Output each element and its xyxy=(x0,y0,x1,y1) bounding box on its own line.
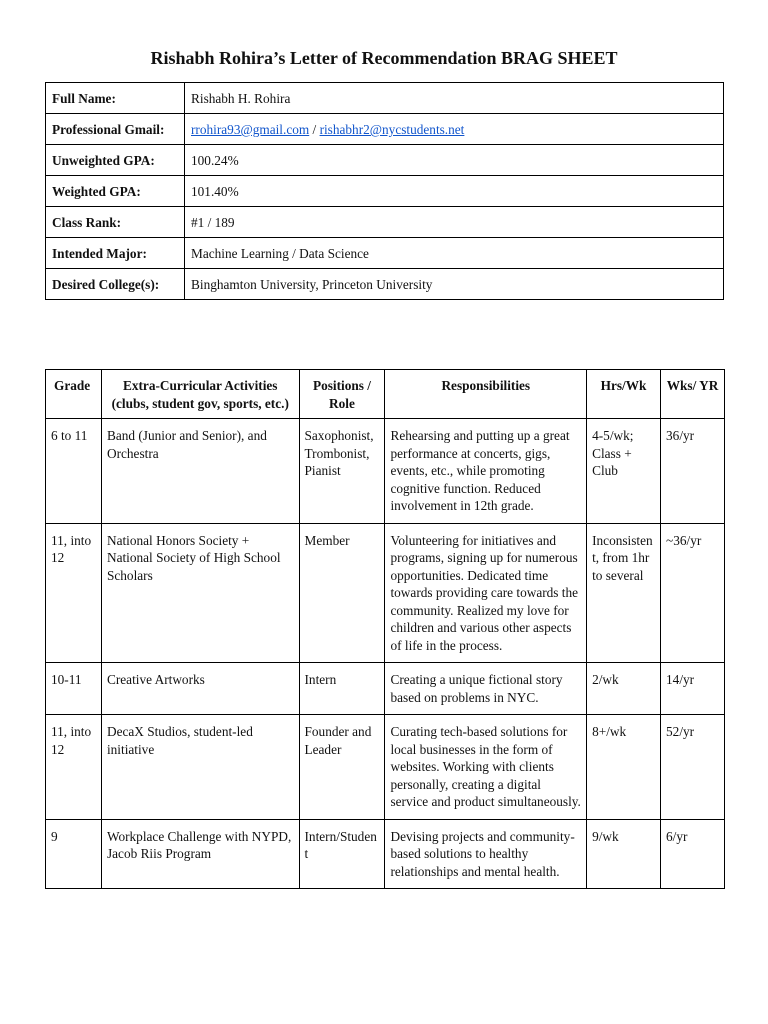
activities-table xyxy=(45,369,725,889)
intended-major-label: Intended Major: xyxy=(46,238,185,269)
activity-cell: National Honors Society + National Society of High School Scholars xyxy=(101,523,299,663)
full-name-row xyxy=(46,83,724,114)
full-name-label: Full Name: xyxy=(46,83,185,114)
table-row xyxy=(46,663,725,715)
weighted-gpa-label: Weighted GPA: xyxy=(46,176,185,207)
responsibilities-cell: Volunteering for initiatives and programs, signing up for numerous opportunities. Dedicated time towards providing care towards the community. Realized my love for children and various other aspects of life in the process. xyxy=(385,523,587,663)
hours-cell: 4-5/wk; Class + Club xyxy=(587,419,661,524)
unweighted-gpa-value: 100.24% xyxy=(185,145,724,176)
desired-colleges-value: Binghamton University, Princeton University xyxy=(185,269,724,300)
weeks-cell: 6/yr xyxy=(661,819,725,889)
weeks-cell: 52/yr xyxy=(661,715,725,820)
grade-cell: 11, into 12 xyxy=(46,715,102,820)
full-name-value: Rishabh H. Rohira xyxy=(185,83,724,114)
grade-cell: 9 xyxy=(46,819,102,889)
hours-cell: Inconsistent, from 1hr to several xyxy=(587,523,661,663)
table-row xyxy=(46,523,725,663)
weighted-gpa-row xyxy=(46,176,724,207)
header-hours-per-week: Hrs/Wk xyxy=(587,370,661,419)
class-rank-label: Class Rank: xyxy=(46,207,185,238)
header-role: Positions / Role xyxy=(299,370,385,419)
activities-header-row xyxy=(46,370,725,419)
role-cell: Intern/Student xyxy=(299,819,385,889)
gmail-label: Professional Gmail: xyxy=(46,114,185,145)
responsibilities-cell: Rehearsing and putting up a great performance at concerts, gigs, events, etc., while promoting cognitive function. Reduced involvement in 12th grade. xyxy=(385,419,587,524)
gmail-row xyxy=(46,114,724,145)
role-cell: Founder and Leader xyxy=(299,715,385,820)
activity-cell: Creative Artworks xyxy=(101,663,299,715)
header-grade: Grade xyxy=(46,370,102,419)
intended-major-value: Machine Learning / Data Science xyxy=(185,238,724,269)
activity-cell: Band (Junior and Senior), and Orchestra xyxy=(101,419,299,524)
hours-cell: 9/wk xyxy=(587,819,661,889)
personal-info-table xyxy=(45,82,724,300)
desired-colleges-row xyxy=(46,269,724,300)
unweighted-gpa-label: Unweighted GPA: xyxy=(46,145,185,176)
desired-colleges-label: Desired College(s): xyxy=(46,269,185,300)
weeks-cell: 36/yr xyxy=(661,419,725,524)
header-weeks-per-year: Wks/ YR xyxy=(661,370,725,419)
table-row xyxy=(46,715,725,820)
weighted-gpa-value: 101.40% xyxy=(185,176,724,207)
unweighted-gpa-row xyxy=(46,145,724,176)
grade-cell: 6 to 11 xyxy=(46,419,102,524)
class-rank-value: #1 / 189 xyxy=(185,207,724,238)
responsibilities-cell: Creating a unique fictional story based on problems in NYC. xyxy=(385,663,587,715)
intended-major-row xyxy=(46,238,724,269)
page-title: Rishabh Rohira’s Letter of Recommendation BRAG SHEET xyxy=(150,48,618,68)
activity-cell: DecaX Studios, student-led initiative xyxy=(101,715,299,820)
weeks-cell: 14/yr xyxy=(661,663,725,715)
responsibilities-cell: Curating tech-based solutions for local businesses in the form of websites. Working with clients personally, creating a digital service and product simultaneously. xyxy=(385,715,587,820)
hours-cell: 2/wk xyxy=(587,663,661,715)
role-cell: Member xyxy=(299,523,385,663)
table-row xyxy=(46,819,725,889)
gmail-link-school[interactable]: rishabhr2@nycstudents.net xyxy=(319,122,465,137)
activity-cell: Workplace Challenge with NYPD, Jacob Riis Program xyxy=(101,819,299,889)
gmail-value xyxy=(185,114,724,145)
hours-cell: 8+/wk xyxy=(587,715,661,820)
header-activity: Extra-Curricular Activities (clubs, student gov, sports, etc.) xyxy=(101,370,299,419)
weeks-cell: ~36/yr xyxy=(661,523,725,663)
table-row xyxy=(46,419,725,524)
responsibilities-cell: Devising projects and community-based solutions to healthy relationships and mental health. xyxy=(385,819,587,889)
gmail-link-primary[interactable]: rrohira93@gmail.com xyxy=(191,122,310,137)
role-cell: Saxophonist, Trombonist, Pianist xyxy=(299,419,385,524)
role-cell: Intern xyxy=(299,663,385,715)
grade-cell: 11, into 12 xyxy=(46,523,102,663)
header-responsibilities: Responsibilities xyxy=(385,370,587,419)
class-rank-row xyxy=(46,207,724,238)
gmail-separator: / xyxy=(309,122,320,137)
grade-cell: 10-11 xyxy=(46,663,102,715)
